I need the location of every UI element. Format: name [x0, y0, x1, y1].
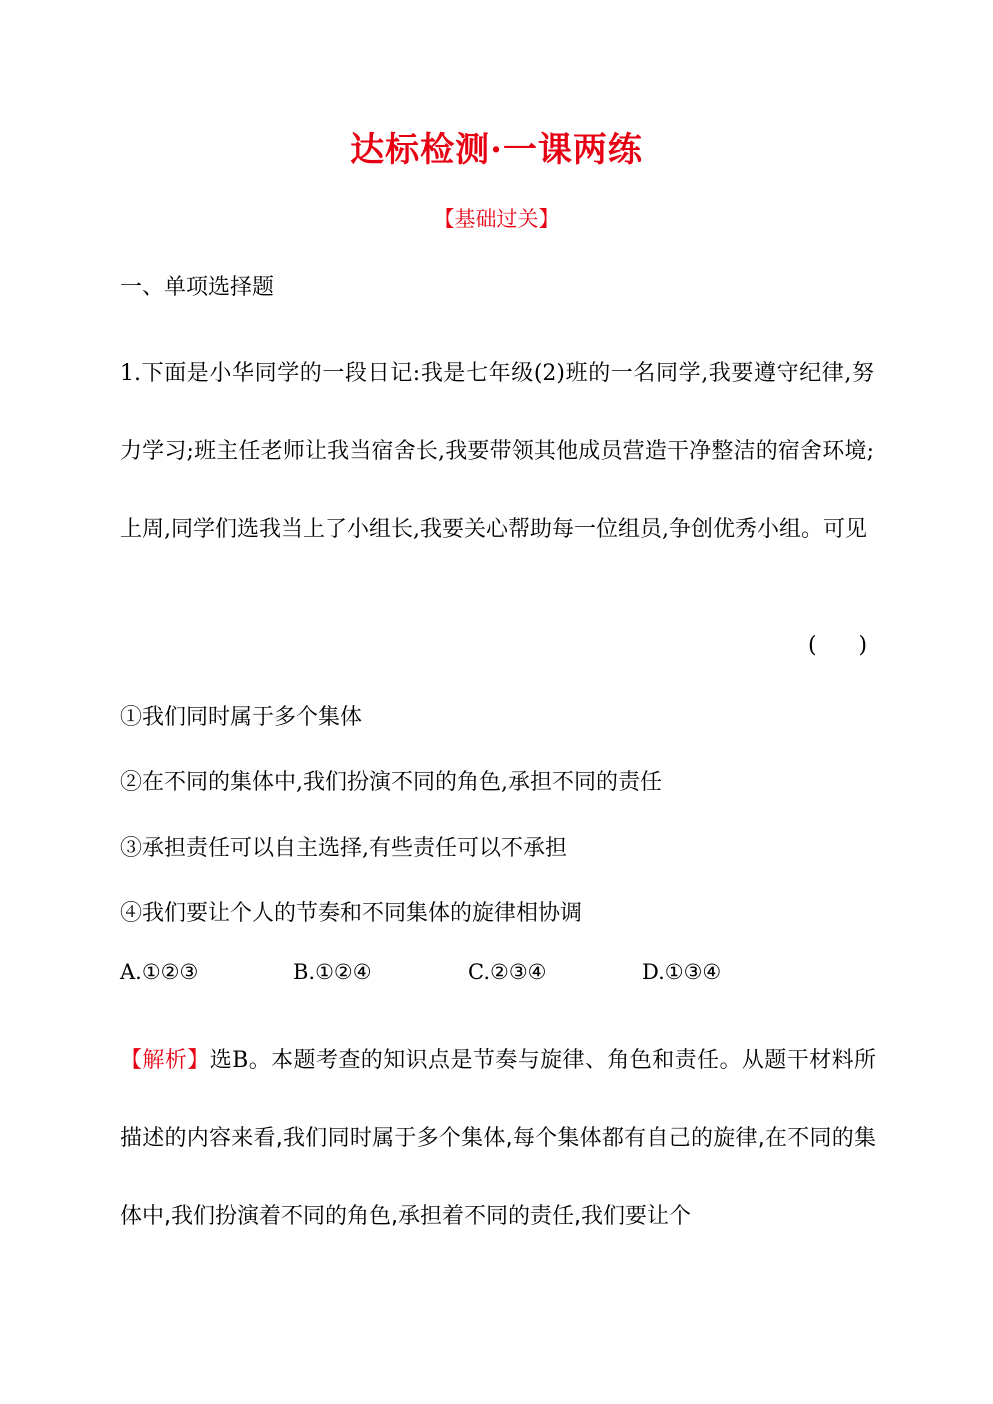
analysis-block [120, 1022, 876, 1256]
statement-3: ③承担责任可以自主选择,有些责任可以不承担 [120, 836, 567, 861]
answer-bracket: ( ) [808, 633, 868, 658]
analysis-text: 本题考查的知识点是节奏与旋律、角色和责任。从题干材料所描述的内容来看,我们同时属于多个集体,每个集体都有自己的旋律,在不同的集体中,我们扮演着不同的角色,承担着不同的责任,我们要让个 [120, 1048, 876, 1229]
question-stem: 1.下面是小华同学的一段日记:我是七年级(2)班的一名同学,我要遵守纪律,努力学习;班主任老师让我当宿舍长,我要带领其他成员营造干净整洁的宿舍环境;上周,同学们选我当上了小组长,我要关心帮助每一位组员,争创优秀小组。可见 [120, 361, 874, 542]
analysis-label: 【解析】 [120, 1048, 210, 1073]
statement-2: ②在不同的集体中,我们扮演不同的角色,承担不同的责任 [120, 770, 662, 795]
page-title: 达标检测·一课两练 [350, 130, 643, 170]
option-d: D.①③④ [642, 960, 722, 984]
option-b: B.①②④ [293, 960, 372, 984]
option-c: C.②③④ [468, 960, 547, 984]
statement-4: ④我们要让个人的节奏和不同集体的旋律相协调 [120, 901, 583, 926]
statement-1: ①我们同时属于多个集体 [120, 705, 363, 730]
question-type-heading: 一、单项选择题 [120, 275, 275, 300]
section-heading: 【基础过关】 [433, 207, 560, 231]
option-a: A.①②③ [120, 960, 199, 984]
analysis-answer: 选B。 [209, 1048, 272, 1073]
